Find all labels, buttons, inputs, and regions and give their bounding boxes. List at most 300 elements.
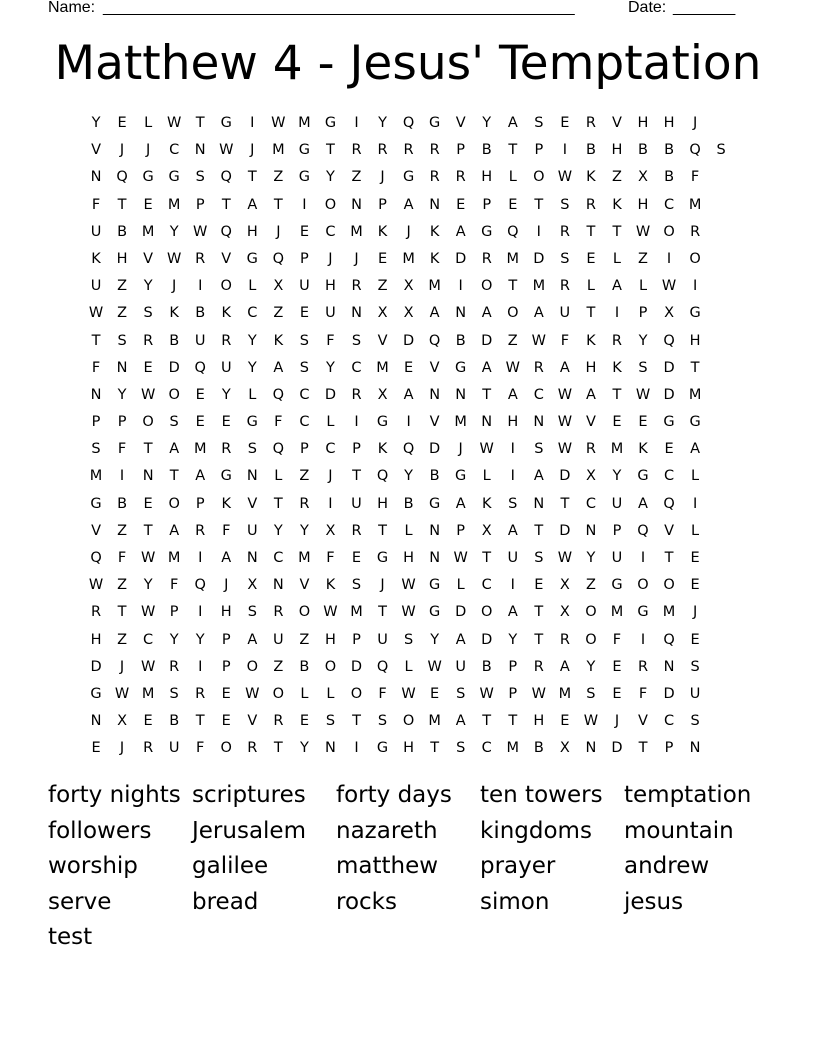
grid-cell[interactable]: G xyxy=(429,577,441,594)
grid-cell[interactable]: O xyxy=(481,604,493,621)
grid-cell[interactable]: H xyxy=(116,250,128,267)
grid-cell[interactable]: A xyxy=(507,386,518,403)
grid-cell[interactable]: T xyxy=(273,495,283,512)
grid-cell[interactable]: G xyxy=(246,414,258,431)
grid-cell[interactable]: I xyxy=(536,223,541,240)
grid-cell[interactable]: D xyxy=(481,631,493,648)
grid-cell[interactable]: F xyxy=(274,414,283,431)
grid-cell[interactable]: M xyxy=(193,441,207,458)
grid-cell[interactable]: R xyxy=(351,278,362,295)
grid-cell[interactable]: O xyxy=(168,386,180,403)
grid-cell[interactable]: S xyxy=(351,332,362,349)
grid-cell[interactable]: B xyxy=(585,142,596,159)
grid-cell[interactable]: R xyxy=(455,169,466,186)
grid-cell[interactable]: J xyxy=(458,441,463,458)
grid-cell[interactable]: L xyxy=(586,278,595,295)
grid-cell[interactable]: E xyxy=(351,550,362,566)
grid-cell[interactable]: V xyxy=(91,142,101,159)
grid-cell[interactable]: W xyxy=(427,658,442,675)
grid-cell[interactable]: T xyxy=(586,305,596,322)
grid-cell[interactable]: O xyxy=(663,577,675,594)
grid-cell[interactable]: P xyxy=(508,685,518,702)
grid-cell[interactable]: A xyxy=(273,359,284,376)
grid-cell[interactable]: A xyxy=(533,468,544,485)
grid-cell[interactable]: K xyxy=(169,305,179,322)
grid-cell[interactable]: E xyxy=(143,495,153,512)
grid-cell[interactable]: V xyxy=(585,414,596,431)
grid-cell[interactable]: P xyxy=(221,658,231,675)
grid-cell[interactable]: T xyxy=(169,468,179,485)
grid-cell[interactable]: N xyxy=(481,414,493,431)
grid-cell[interactable]: E xyxy=(690,550,700,566)
grid-cell[interactable]: C xyxy=(299,414,310,431)
grid-cell[interactable]: T xyxy=(326,142,335,159)
grid-cell[interactable]: S xyxy=(508,495,518,512)
grid-cell[interactable]: S xyxy=(456,685,466,702)
grid-cell[interactable]: I xyxy=(406,414,411,431)
grid-cell[interactable]: S xyxy=(690,658,700,675)
grid-cell[interactable]: I xyxy=(198,604,203,621)
grid-cell[interactable]: O xyxy=(533,169,545,186)
grid-cell[interactable]: T xyxy=(117,604,127,621)
grid-cell[interactable]: C xyxy=(351,359,362,376)
grid-cell[interactable]: F xyxy=(222,522,231,539)
grid-cell[interactable]: A xyxy=(169,522,180,539)
grid-cell[interactable]: O xyxy=(507,305,519,322)
grid-cell[interactable]: M xyxy=(532,278,546,295)
grid-cell[interactable]: P xyxy=(664,740,674,757)
grid-cell[interactable]: P xyxy=(300,441,309,458)
grid-cell[interactable]: W xyxy=(557,550,573,566)
grid-cell[interactable]: N xyxy=(585,740,597,757)
grid-cell[interactable]: O xyxy=(689,250,701,267)
grid-cell[interactable]: N xyxy=(90,713,102,730)
grid-cell[interactable]: K xyxy=(481,495,492,512)
grid-cell[interactable]: E xyxy=(560,115,570,131)
grid-cell[interactable]: W xyxy=(401,685,416,702)
grid-cell[interactable]: J xyxy=(692,604,698,621)
grid-cell[interactable]: E xyxy=(690,577,700,594)
grid-cell[interactable]: Y xyxy=(143,577,153,594)
grid-cell[interactable]: N xyxy=(429,550,441,566)
grid-cell[interactable]: J xyxy=(380,169,385,186)
grid-cell[interactable]: O xyxy=(324,196,337,213)
grid-cell[interactable]: I xyxy=(692,278,698,295)
grid-cell[interactable]: U xyxy=(168,740,180,757)
grid-cell[interactable]: D xyxy=(324,386,337,403)
grid-cell[interactable]: D xyxy=(481,332,493,349)
grid-cell[interactable]: Z xyxy=(351,169,362,186)
grid-cell[interactable]: G xyxy=(90,685,102,702)
grid-cell[interactable]: J xyxy=(380,577,385,594)
grid-cell[interactable]: Q xyxy=(194,577,206,594)
grid-cell[interactable]: R xyxy=(559,278,570,295)
grid-cell[interactable]: P xyxy=(612,522,622,539)
grid-cell[interactable]: J xyxy=(119,142,125,159)
grid-cell[interactable]: X xyxy=(403,278,414,295)
grid-cell[interactable]: U xyxy=(377,631,388,648)
grid-cell[interactable]: F xyxy=(196,740,205,757)
grid-cell[interactable]: R xyxy=(221,441,232,458)
grid-cell[interactable]: N xyxy=(663,658,675,675)
grid-cell[interactable]: I xyxy=(198,278,203,295)
grid-cell[interactable]: G xyxy=(220,468,232,485)
grid-cell[interactable]: D xyxy=(168,359,180,376)
grid-cell[interactable]: L xyxy=(691,468,700,485)
grid-cell[interactable]: W xyxy=(635,223,651,240)
grid-cell[interactable]: F xyxy=(326,332,335,349)
grid-cell[interactable]: A xyxy=(403,386,414,403)
grid-cell[interactable]: R xyxy=(559,223,570,240)
grid-cell[interactable]: E xyxy=(690,631,700,648)
grid-cell[interactable]: R xyxy=(143,332,154,349)
grid-cell[interactable]: M xyxy=(350,604,363,621)
grid-cell[interactable]: N xyxy=(142,468,154,485)
grid-cell[interactable]: N xyxy=(272,577,284,594)
grid-cell[interactable]: V xyxy=(143,250,154,267)
grid-cell[interactable]: M xyxy=(454,414,467,431)
grid-cell[interactable]: Y xyxy=(195,631,205,648)
grid-cell[interactable]: L xyxy=(691,522,700,539)
grid-cell[interactable]: K xyxy=(638,441,648,458)
grid-cell[interactable]: U xyxy=(325,305,336,322)
grid-cell[interactable]: H xyxy=(507,414,519,431)
grid-cell[interactable]: N xyxy=(429,386,441,403)
grid-cell[interactable]: Q xyxy=(663,332,675,349)
grid-cell[interactable]: M xyxy=(298,115,311,131)
grid-cell[interactable]: P xyxy=(117,414,127,431)
grid-cell[interactable]: K xyxy=(612,196,622,213)
grid-cell[interactable]: I xyxy=(119,468,125,485)
grid-cell[interactable]: N xyxy=(455,386,467,403)
grid-cell[interactable]: M xyxy=(376,359,389,376)
grid-cell[interactable]: C xyxy=(325,441,336,458)
grid-cell[interactable]: T xyxy=(560,495,570,512)
grid-cell[interactable]: C xyxy=(585,495,596,512)
grid-cell[interactable]: G xyxy=(689,305,701,322)
grid-cell[interactable]: I xyxy=(328,495,333,512)
grid-cell[interactable]: U xyxy=(455,658,466,675)
grid-cell[interactable]: L xyxy=(248,278,257,295)
grid-cell[interactable]: A xyxy=(481,359,492,376)
grid-cell[interactable]: A xyxy=(169,441,180,458)
grid-cell[interactable]: E xyxy=(221,685,231,702)
grid-cell[interactable]: V xyxy=(247,713,258,730)
grid-cell[interactable]: L xyxy=(482,468,491,485)
grid-cell[interactable]: N xyxy=(90,386,102,403)
grid-cell[interactable]: Q xyxy=(116,169,128,186)
grid-cell[interactable]: N xyxy=(689,740,701,757)
grid-cell[interactable]: J xyxy=(119,658,125,675)
grid-cell[interactable]: N xyxy=(90,169,102,186)
grid-cell[interactable]: Y xyxy=(143,278,153,295)
grid-cell[interactable]: R xyxy=(585,441,596,458)
grid-cell[interactable]: L xyxy=(404,658,413,675)
grid-cell[interactable]: M xyxy=(350,223,363,240)
grid-cell[interactable]: X xyxy=(638,169,648,186)
grid-cell[interactable]: Z xyxy=(611,169,622,186)
grid-cell[interactable]: N xyxy=(351,305,362,322)
grid-cell[interactable]: O xyxy=(585,631,597,648)
grid-cell[interactable]: Z xyxy=(273,658,284,675)
grid-cell[interactable]: I xyxy=(692,495,698,512)
grid-cell[interactable]: S xyxy=(247,441,257,458)
grid-cell[interactable]: E xyxy=(560,713,570,730)
grid-cell[interactable]: O xyxy=(481,278,493,295)
grid-cell[interactable]: B xyxy=(195,305,206,322)
grid-cell[interactable]: P xyxy=(638,305,648,322)
grid-cell[interactable]: C xyxy=(143,631,154,648)
grid-cell[interactable]: H xyxy=(324,631,336,648)
grid-cell[interactable]: C xyxy=(481,577,492,594)
grid-cell[interactable]: S xyxy=(351,577,362,594)
grid-cell[interactable]: T xyxy=(430,740,440,757)
grid-cell[interactable]: F xyxy=(378,685,387,702)
grid-cell[interactable]: Q xyxy=(272,250,285,267)
grid-cell[interactable]: O xyxy=(220,278,232,295)
grid-cell[interactable]: S xyxy=(143,305,153,322)
grid-cell[interactable]: Y xyxy=(221,386,231,403)
grid-cell[interactable]: P xyxy=(378,196,387,213)
grid-cell[interactable]: T xyxy=(508,278,518,295)
grid-cell[interactable]: P xyxy=(91,414,101,431)
grid-cell[interactable]: Q xyxy=(272,441,285,458)
grid-cell[interactable]: W xyxy=(531,685,546,702)
grid-cell[interactable]: A xyxy=(455,495,466,512)
grid-cell[interactable]: T xyxy=(638,740,648,757)
grid-cell[interactable]: R xyxy=(195,250,206,267)
grid-cell[interactable]: I xyxy=(562,142,567,159)
grid-cell[interactable]: E xyxy=(404,359,414,376)
grid-cell[interactable]: K xyxy=(221,495,232,512)
grid-cell[interactable]: W xyxy=(557,441,573,458)
grid-cell[interactable]: T xyxy=(482,386,492,403)
grid-cell[interactable]: R xyxy=(273,604,284,621)
grid-cell[interactable]: T xyxy=(273,196,283,213)
grid-cell[interactable]: F xyxy=(91,196,101,213)
grid-cell[interactable]: W xyxy=(661,278,677,295)
grid-cell[interactable]: L xyxy=(326,685,335,702)
grid-cell[interactable]: J xyxy=(276,223,281,240)
grid-cell[interactable]: E xyxy=(430,685,440,702)
grid-cell[interactable]: L xyxy=(404,522,413,539)
grid-cell[interactable]: U xyxy=(90,223,102,240)
grid-cell[interactable]: E xyxy=(143,359,153,376)
grid-cell[interactable]: W xyxy=(323,604,338,621)
grid-cell[interactable]: S xyxy=(169,685,179,702)
grid-cell[interactable]: S xyxy=(560,196,570,213)
grid-cell[interactable]: F xyxy=(612,631,622,648)
grid-cell[interactable]: K xyxy=(612,359,622,376)
grid-cell[interactable]: U xyxy=(299,278,310,295)
grid-cell[interactable]: N xyxy=(246,550,258,566)
grid-cell[interactable]: C xyxy=(299,386,310,403)
grid-cell[interactable]: N xyxy=(455,305,467,322)
grid-cell[interactable]: S xyxy=(299,332,309,349)
grid-cell[interactable]: S xyxy=(403,631,414,648)
grid-cell[interactable]: Z xyxy=(117,631,128,648)
grid-cell[interactable]: X xyxy=(273,278,284,295)
grid-cell[interactable]: Y xyxy=(404,468,414,485)
grid-cell[interactable]: W xyxy=(401,577,416,594)
grid-cell[interactable]: C xyxy=(481,740,492,757)
grid-cell[interactable]: W xyxy=(219,142,234,159)
grid-cell[interactable]: N xyxy=(246,468,258,485)
grid-cell[interactable]: K xyxy=(586,332,596,349)
grid-cell[interactable]: D xyxy=(350,658,363,675)
grid-cell[interactable]: X xyxy=(325,522,336,539)
grid-cell[interactable]: G xyxy=(376,740,389,757)
grid-cell[interactable]: L xyxy=(144,115,153,131)
grid-cell[interactable]: W xyxy=(140,550,156,566)
grid-cell[interactable]: S xyxy=(690,713,700,730)
grid-cell[interactable]: W xyxy=(635,386,651,403)
grid-cell[interactable]: O xyxy=(402,713,415,730)
grid-cell[interactable]: Y xyxy=(612,468,622,485)
grid-cell[interactable]: E xyxy=(195,414,205,431)
grid-cell[interactable]: M xyxy=(272,142,285,159)
grid-cell[interactable]: W xyxy=(88,305,104,322)
grid-cell[interactable]: V xyxy=(377,332,388,349)
grid-cell[interactable]: T xyxy=(534,604,544,621)
grid-cell[interactable]: V xyxy=(612,115,622,131)
grid-cell[interactable]: I xyxy=(640,550,646,566)
grid-cell[interactable]: P xyxy=(456,142,466,159)
grid-cell[interactable]: G xyxy=(298,169,311,186)
grid-cell[interactable]: X xyxy=(247,577,258,594)
grid-cell[interactable]: Z xyxy=(117,278,128,295)
grid-cell[interactable]: W xyxy=(166,250,182,267)
grid-cell[interactable]: J xyxy=(250,142,255,159)
grid-cell[interactable]: Y xyxy=(247,332,257,349)
grid-cell[interactable]: H xyxy=(481,169,493,186)
grid-cell[interactable]: S xyxy=(117,332,127,349)
grid-cell[interactable]: G xyxy=(637,604,649,621)
grid-cell[interactable]: Y xyxy=(91,115,101,131)
grid-cell[interactable]: E xyxy=(612,414,622,431)
grid-cell[interactable]: T xyxy=(247,169,257,186)
grid-cell[interactable]: Q xyxy=(194,359,206,376)
grid-cell[interactable]: Q xyxy=(637,522,649,539)
grid-cell[interactable]: T xyxy=(482,713,492,730)
grid-cell[interactable]: Q xyxy=(376,658,389,675)
grid-cell[interactable]: C xyxy=(273,550,284,566)
grid-cell[interactable]: B xyxy=(299,658,310,675)
grid-cell[interactable]: H xyxy=(689,332,701,349)
grid-cell[interactable]: I xyxy=(354,115,359,131)
grid-cell[interactable]: T xyxy=(221,196,231,213)
grid-cell[interactable]: D xyxy=(611,740,623,757)
grid-cell[interactable]: Q xyxy=(402,441,415,458)
grid-cell[interactable]: I xyxy=(198,550,203,566)
grid-cell[interactable]: S xyxy=(377,713,388,730)
grid-cell[interactable]: R xyxy=(377,142,388,159)
grid-cell[interactable]: N xyxy=(194,142,206,159)
grid-cell[interactable]: Q xyxy=(663,631,675,648)
grid-cell[interactable]: R xyxy=(143,740,154,757)
grid-cell[interactable]: M xyxy=(428,713,441,730)
grid-cell[interactable]: M xyxy=(506,250,520,267)
grid-cell[interactable]: J xyxy=(328,468,333,485)
grid-cell[interactable]: R xyxy=(429,169,440,186)
grid-cell[interactable]: Z xyxy=(273,169,284,186)
grid-cell[interactable]: M xyxy=(298,550,311,566)
grid-cell[interactable]: U xyxy=(90,278,102,295)
grid-cell[interactable]: M xyxy=(610,441,624,458)
grid-cell[interactable]: I xyxy=(510,441,515,458)
grid-cell[interactable]: Y xyxy=(638,332,648,349)
grid-cell[interactable]: O xyxy=(142,414,154,431)
grid-cell[interactable]: G xyxy=(142,169,154,186)
grid-cell[interactable]: U xyxy=(689,685,701,702)
grid-cell[interactable]: W xyxy=(583,713,599,730)
grid-cell[interactable]: R xyxy=(90,604,102,621)
grid-cell[interactable]: X xyxy=(481,522,492,539)
grid-cell[interactable]: K xyxy=(273,332,284,349)
grid-cell[interactable]: O xyxy=(324,658,337,675)
grid-cell[interactable]: F xyxy=(169,577,179,594)
grid-cell[interactable]: U xyxy=(611,495,623,512)
grid-cell[interactable]: N xyxy=(585,522,597,539)
grid-cell[interactable]: V xyxy=(455,115,466,131)
grid-cell[interactable]: R xyxy=(351,142,362,159)
grid-cell[interactable]: N xyxy=(533,414,545,431)
grid-cell[interactable]: J xyxy=(145,142,151,159)
grid-cell[interactable]: R xyxy=(585,196,596,213)
grid-cell[interactable]: N xyxy=(351,196,362,213)
grid-cell[interactable]: Q xyxy=(428,332,441,349)
grid-cell[interactable]: D xyxy=(663,386,675,403)
grid-cell[interactable]: Q xyxy=(90,550,102,566)
grid-cell[interactable]: A xyxy=(507,604,518,621)
grid-cell[interactable]: B xyxy=(429,468,440,485)
grid-cell[interactable]: E xyxy=(91,740,101,757)
grid-cell[interactable]: I xyxy=(354,740,359,757)
grid-cell[interactable]: G xyxy=(455,359,467,376)
grid-cell[interactable]: S xyxy=(299,359,309,376)
grid-cell[interactable]: W xyxy=(166,115,182,131)
grid-cell[interactable]: Z xyxy=(273,305,284,322)
grid-cell[interactable]: U xyxy=(559,305,571,322)
grid-cell[interactable]: G xyxy=(663,414,675,431)
grid-cell[interactable]: Z xyxy=(117,577,128,594)
grid-cell[interactable]: X xyxy=(117,713,128,730)
grid-cell[interactable]: B xyxy=(638,142,648,159)
grid-cell[interactable]: B xyxy=(117,223,128,240)
grid-cell[interactable]: C xyxy=(663,468,675,485)
grid-cell[interactable]: T xyxy=(508,142,518,159)
grid-cell[interactable]: Q xyxy=(272,386,285,403)
grid-cell[interactable]: V xyxy=(429,414,440,431)
grid-cell[interactable]: M xyxy=(167,550,181,566)
grid-cell[interactable]: K xyxy=(325,577,336,594)
grid-cell[interactable]: W xyxy=(140,604,156,621)
grid-cell[interactable]: E xyxy=(117,115,127,131)
grid-cell[interactable]: X xyxy=(664,305,675,322)
grid-cell[interactable]: Y xyxy=(273,522,283,539)
grid-cell[interactable]: B xyxy=(481,658,492,675)
name-field[interactable]: _____________________________________________________ xyxy=(103,0,575,16)
grid-cell[interactable]: D xyxy=(455,250,467,267)
grid-cell[interactable]: S xyxy=(91,441,101,458)
grid-cell[interactable]: E xyxy=(534,577,544,594)
grid-cell[interactable]: U xyxy=(273,631,284,648)
grid-cell[interactable]: H xyxy=(90,631,102,648)
grid-cell[interactable]: V xyxy=(664,522,675,539)
grid-cell[interactable]: M xyxy=(141,685,155,702)
grid-cell[interactable]: E xyxy=(612,685,622,702)
grid-cell[interactable]: W xyxy=(531,332,546,349)
